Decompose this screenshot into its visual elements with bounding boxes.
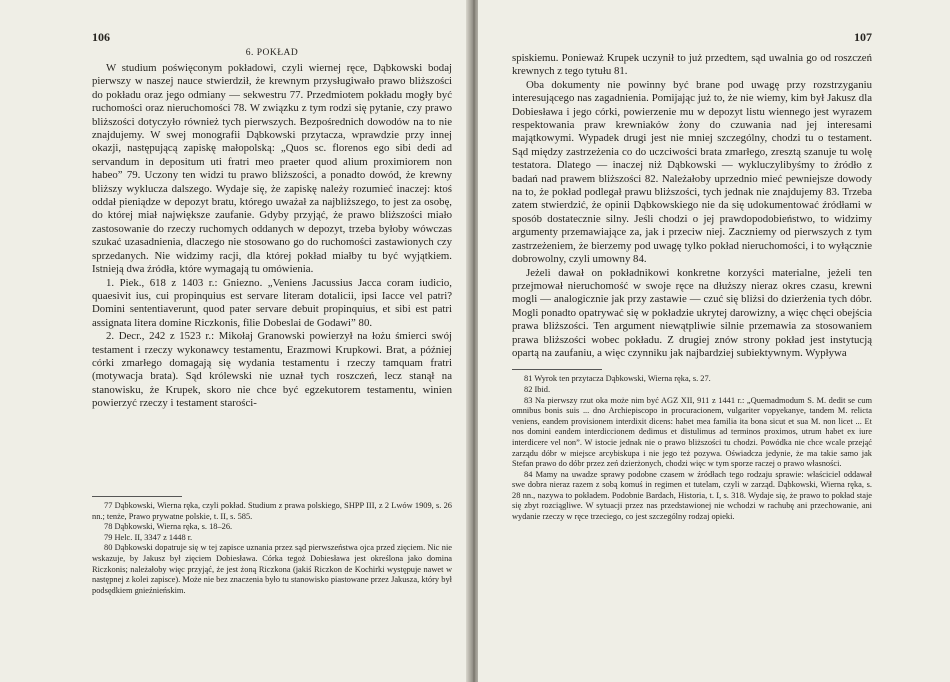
paragraph: Jeżeli dawał on pokładnikowi konkretne korzyści materialne, jeżeli ten przejmował nieruchomość w swoje ręce na dłuższy nieraz okres czasu, krewni mogli — analogicznie jak przy zastawie — czuć się bliżsi do dzierżenia tych dóbr. Mogli ponadto opatrywać się w pokładzie ukrytej darowizny, a więc chęci obejścia prawa bliższości. Ten argument niewątpliwie silnie przemawia za stosowaniem prawa bliższości wobec pokładu. Z drugiej znów strony pokład jest instytucją opartą na zaufaniu, a więc czynniku jak najbardziej subiektywnym. Wypływa — [512, 266, 872, 359]
main-text — [92, 62, 452, 411]
footnotes — [512, 369, 872, 522]
paragraph: 1. Piek., 618 z 1403 r.: Gniezno. „Veniens Jacussius Jacca coram iudicio, quaesivit ius, cui propinquius est servare literam dotalicii, ipsi Iacce vel patri? Domini sententiaverunt, quod pater servare debuit propinquius, et sibi est patri assignata litera domine Riczkonis, filie Dobeslai de Godawi” 80. — [92, 276, 452, 329]
left-page — [0, 0, 470, 682]
footnote: 82 Ibid. — [524, 384, 551, 394]
footnote: 83 Na pierwszy rzut oka może nim być AGZ XII, 911 z 1441 r.: „Quemadmodum S. M. dedit se cum omnibus bonis suis ... dno Archiepiscopo in procuracionem, vulgariter vopyekanye, tandem M. relicta veniens, eandem provisionem interdixit dicens: habet mea familia ita bona sicut et sua M. non licet ... Et nos domini eandem interdiccionem dedimus et distulimus ad terminos proximos, utrum habet ex iure interdicere vel non”. W istocie jednak nie o prawo bliższości tu chodzi. Powódka nie chce wcale przejąć zarządu dóbr w miejsce arcybiskupa i nie jego też pozywa. Oświadcza jedynie, że ma takie samo jak Stefan prawo do dóbr przez zeń dzierżonych, chodzi więc w tym sporze raczej o prawo własności. — [512, 395, 872, 469]
page-number: 107 — [854, 30, 872, 44]
footnote-rule — [92, 496, 182, 497]
footnote: 80 Dąbkowski dopatruje się w tej zapisce uznania przez sąd pierwszeństwa ojca przed zięciem. Nic nie wskazuje, by Jakusz był zięciem Dobiesława. Córka tegoż Dobiesława jest określona jako domina Riczkonis; należałoby więc przyjąć, że jest żoną Riczkona (jakiś Riczkon de Kochirki występuje nawet w następnej z kolei zapisce). Może nie bez znaczenia było tu stanowisko piastowane przez Jakusza, który był podsędkiem gnieźnieńskim. — [92, 543, 452, 595]
paragraph: Oba dokumenty nie powinny być brane pod uwagę przy rozstrzyganiu interesującego nas zagadnienia. Pomijając już to, że nie wiemy, kim był Jakusz dla Dobiesława i jego córki, powierzenie mu w depozyt listu wiennego jest wyrazem respektowania praw krewniaków żony do czuwania nad jej interesami majątkowymi. Wypadek drugi jest nie mniej szczególny, chodzi tu o testament. Sąd między zastrzeżenia co do uczciwości brata zmarłego, zresztą szanuje tu wolę testatora. Dlatego — inaczej niż Dąbkowski — wykluczylibyśmy to źródło z badań nad prawem bliższości 82. Należałoby uprzednio mieć pewniejsze dowody na to, że pokład podlegał prawu bliższości, tych jednak nie znajdujemy 83. Trzeba zatem stwierdzić, że opinii Dąbkowskiego nie da się udokumentować źródłami w sposób dostatecznie silny. Jeśli chodzi o jej prawdopodobieństwo, to widzimy argumenty przemawiające za, jak i przeciw niej. Zaczniemy od pierwszych z tym zastrzeżeniem, że bierzemy pod uwagę tylko pokład nieruchomości, i to wyłącznie dobrowolny, czyli umowny 84. — [512, 78, 872, 266]
footnotes — [92, 487, 452, 596]
footnote-rule — [512, 369, 602, 370]
paragraph: 2. Decr., 242 z 1523 r.: Mikołaj Granowski powierzył na łożu śmierci swój testament i rzeczy wykonawcy testamentu, Erazmowi Krupkowi. Brat, a później córki zmarłego domagają się wydania testamentu i rzeczy tamquam fratri (motywacja brata). Sąd królewski nie uznał tych roszczeń, lecz stanął na stanowisku, że Krupek, skoro nie chce być egzekutorem testamentu, winien powierzyć rzeczy i testament starości- — [92, 330, 452, 410]
footnote: 78 Dąbkowski, Wierna ręka, s. 18–26. — [104, 522, 233, 532]
footnote: 77 Dąbkowski, Wierna ręka, czyli pokład. Studium z prawa polskiego, SHPP III, z 2 Lwów 1909, s. 26 nn.; tenże, Prawo prywatne polskie, t. II, s. 585. — [92, 501, 452, 521]
footnote: 84 Mamy na uwadze sprawy podobne czasem w źródłach tego rodzaju sprawie: właściciel oddawał swe dobra nieraz razem z sobą komuś in regimen et tutelam, czyli w zarząd. Dąbkowski, Wierna ręka, s. 28 nn., nazywa to pokładem. Podobnie Bardach, Historia, t. I, s. 318. Wydaje się, że prawo to pokład staje się zbyt rozciągliwe. W sytuacji przez nas przedstawionej nie wchodzi w rachubę ani przechowanie, ani wydanie rzeczy w ręce trzeciego, co jest szczególny rodzaj opieki. — [512, 469, 872, 522]
footnote: 81 Wyrok ten przytacza Dąbkowski, Wierna ręka, s. 27. — [524, 374, 711, 384]
section-title: 6. POKŁAD — [245, 48, 299, 58]
paragraph: spiskiemu. Ponieważ Krupek uczynił to już przedtem, sąd uwalnia go od roszczeń krewnych z tego tytułu 81. — [512, 52, 872, 78]
paragraph: W studium poświęconym pokładowi, czyli wiernej ręce, Dąbkowski bodaj pierwszy w naszej nauce stwierdził, że krewnym przysługiwało prawo bliższości do pokładu oraz jego odmiany — sekwestru 77. Przedmiotem pokładu mogły być ruchomości oraz nieruchomości 78. W związku z tym rodzi się pytanie, czy prawo bliższości dotyczyło również tych pierwszych. Bezpośrednich dowodów na to nie znajdujemy. W swej monografii Dąbkowski przytacza, wprawdzie przy innej okazji, następującą zapiskę małopolską: „Quos sc. florenos ego sibi dedi ad servandum in depositum uti fratri meo praeter quod alium proximiorem non habeo” 79. Uczony ten widzi tu prawo bliższości, a ponadto dowód, że krewny bliższy wyklucza dalszego. Wydaje się, że zapiskę należy rozumieć inaczej: ktoś oddał pieniądze w depozyt bratu, którego uważał za najbliższego, to jest za osobę, do której miał największe zaufanie. Gdyby przyjąć, że prawo bliższości miało zastosowanie do rzeczy ruchomych oddanych w depozyt, trzeba byłoby wówczas szukać uzasadnienia, dlaczego nie stosowano go do ruchomości zastawionych czy sprzedanych. Nie widzimy racji, dla której pokład miałby tu być wyjątkiem. Istnieją dwa źródła, które wymagają tu omówienia. — [92, 62, 452, 276]
footnote: 79 Helc. II, 3347 z 1448 r. — [104, 532, 193, 542]
page-number: 106 — [92, 30, 110, 44]
main-text — [512, 52, 872, 360]
right-page — [478, 0, 950, 682]
